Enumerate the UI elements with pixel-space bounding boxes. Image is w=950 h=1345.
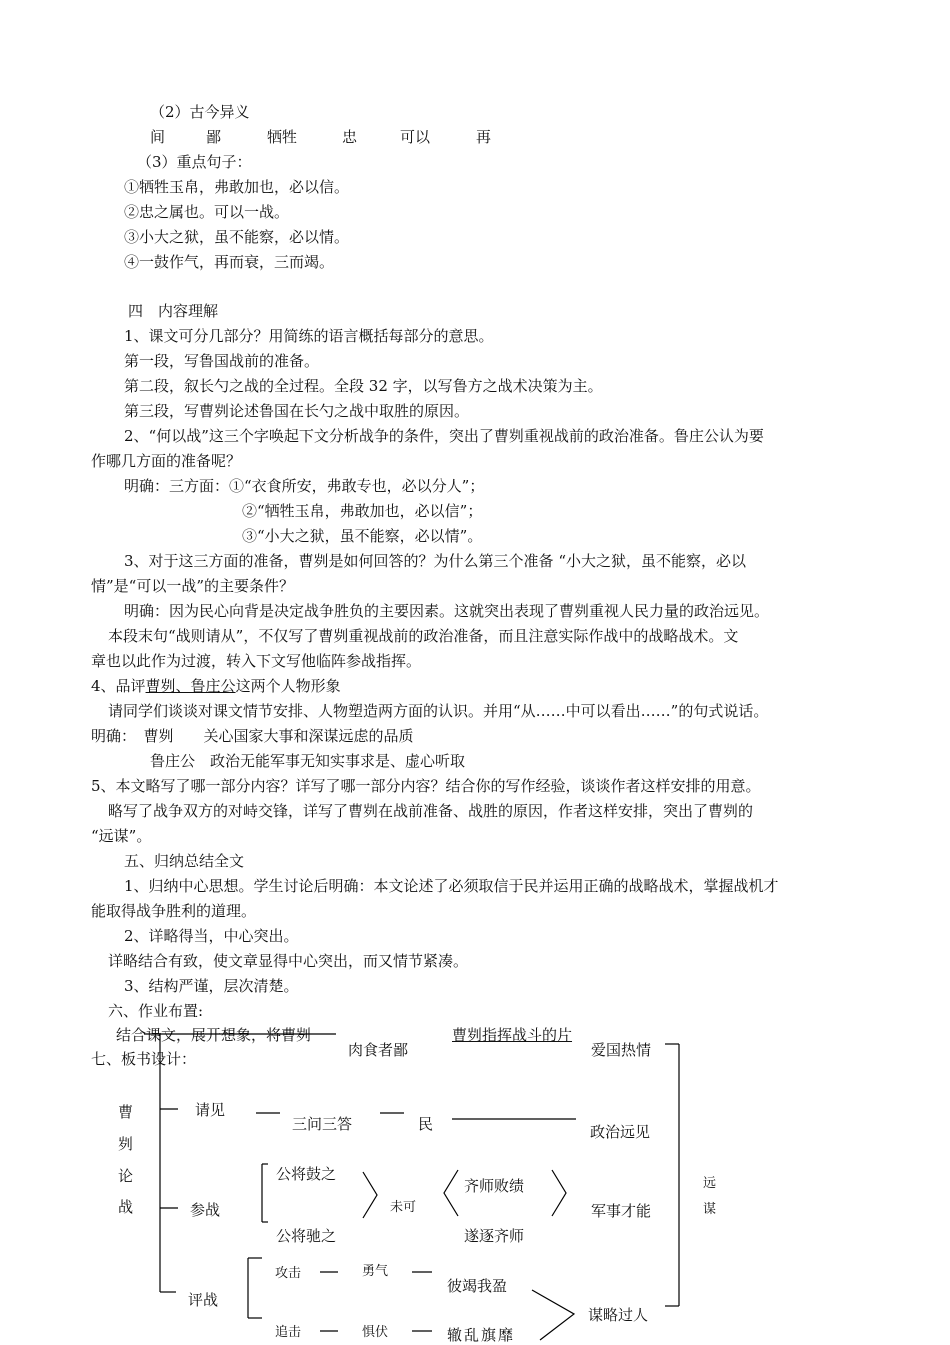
board-node: 公将鼓之 [276,1165,337,1183]
paragraph-line: 略写了战争双方的对峙交锋，详写了曹刿在战前准备、战胜的原因，作者这样安排，突出了曹刿的 [108,802,754,820]
key-sentence: ④一鼓作气，再而衰，三而竭。 [124,253,335,271]
paragraph-line: 本段末句“战则请从”，不仅写了曹刿重视战前的政治准备，而且注意实际作战中的战略战术。文 [108,627,739,645]
angle-bracket [532,1290,574,1340]
angle-bracket [444,1170,458,1216]
board-node: 追击 [275,1325,302,1340]
underlined-text: 曹刿指挥战斗的片 [452,1026,573,1044]
board-node: 攻击 [275,1266,302,1281]
board-node: 勇气 [362,1264,389,1279]
section-heading-4: 四 内容理解 [128,302,219,320]
vocab-word: 间 [150,128,166,146]
angle-bracket [363,1172,377,1218]
text-run: 4、品评 [91,677,146,695]
paragraph-line: 第一段，写鲁国战前的准备。 [124,352,320,370]
board-node: 评战 [188,1291,219,1309]
paragraph-line: 明确：因为民心向背是决定战争胜负的主要因素。这就突出表现了曹刿重视人民力量的政治远见。 [124,602,770,620]
paragraph-line: 5、本文略写了哪一部分内容？详写了哪一部分内容？结合你的写作经验，谈谈作者这样安排的用意。 [91,777,761,795]
paragraph-line: 章也以此作为过渡，转入下文写他临阵参战指挥。 [91,652,422,670]
board-node: 辙乱旗靡 [447,1326,516,1344]
board-node: 惧伏 [362,1325,389,1340]
paragraph-line: ③“小大之狱，虽不能察，必以情”。 [242,527,483,545]
section-heading-5: 五、归纳总结全文 [124,852,245,870]
board-title-char: 战 [118,1198,134,1216]
paragraph-line: 3、结构严谨，层次清楚。 [124,977,299,995]
paragraph-line: 结合课文，展开想象，将曹刿 [116,1026,312,1044]
paragraph-line: 第二段，叙长勺之战的全过程。全段 32 字，以写鲁方之战术决策为主。 [124,377,603,395]
vocab-word: 牺牲 [267,128,298,146]
board-node: 彼竭我盈 [447,1277,508,1295]
paragraph-line: 作哪几方面的准备呢？ [91,452,242,470]
paragraph-line: 第三段，写曹刿论述鲁国在长勺之战中取胜的原因。 [124,402,470,420]
paragraph-line: 明确： 曹刿 关心国家大事和深谋远虑的品质 [91,727,414,745]
key-sentence: ①牺牲玉帛，弗敢加也，必以信。 [124,178,350,196]
board-node: 爱国热情 [591,1041,652,1059]
board-node: 请见 [195,1101,226,1119]
text-run: 这两个人物形象 [235,677,341,695]
paragraph-line: “远谋”。 [91,827,152,845]
underlined-names: 曹刿、鲁庄公 [145,677,236,695]
board-node: 齐师败绩 [464,1177,525,1195]
vocab-word: 再 [476,128,492,146]
paragraph-line: 情”是“可以一战”的主要条件？ [91,577,295,595]
paragraph-line: 明确：三方面：①“衣食所安，弗敢专也，必以分人”； [124,477,485,495]
paragraph-line: 详略结合有致，使文章显得中心突出，而又情节紧凑。 [108,952,469,970]
paragraph-line: 1、课文可分几部分？用简练的语言概括每部分的意思。 [124,327,494,345]
section-heading-7: 七、板书设计： [91,1050,197,1068]
board-title-char: 刿 [118,1135,134,1153]
board-node: 政治远见 [590,1123,651,1141]
board-node: 未可 [390,1200,417,1215]
board-node: 军事才能 [591,1202,652,1220]
paragraph-line: 能取得战争胜利的道理。 [91,902,257,920]
section-heading-6: 六、作业布置: [108,1002,204,1020]
vocab-word: 鄙 [206,128,222,146]
paragraph-line [91,676,341,696]
board-title-char: 论 [118,1167,134,1185]
paragraph-line: 2、“何以战”这三个字唤起下文分析战争的条件，突出了曹刿重视战前的政治准备。鲁庄公认为要 [124,427,764,445]
paragraph-line: 1、归纳中心思想。学生讨论后明确：本文论述了必须取信于民并运用正确的战略战术，掌握战机才 [124,877,779,895]
vocab-word: 忠 [342,128,358,146]
board-node: 民 [418,1115,434,1133]
angle-bracket [552,1170,566,1216]
heading-key-sentences: （3）重点句子： [137,153,252,171]
board-node: 谋略过人 [588,1306,649,1324]
board-node: 谋 [703,1202,717,1217]
paragraph-line: 请同学们谈谈对课文情节安排、人物塑造两方面的认识。并用“从……中可以看出……”的句式说话。 [108,702,769,720]
paragraph-line: ②“牺牲玉帛，弗敢加也，必以信”； [242,502,483,520]
paragraph-line: 3、对于这三方面的准备，曹刿是如何回答的？为什么第三个准备 “小大之狱，虽不能察，必以 [124,552,746,570]
board-node: 遂逐齐师 [464,1227,525,1245]
board-node: 肉食者鄙 [348,1041,409,1059]
heading-gujin-yiyi: （2）古今异义 [150,103,250,121]
board-node: 远 [703,1176,717,1191]
board-node: 参战 [190,1201,221,1219]
board-node: 公将驰之 [276,1227,337,1245]
board-node: 三问三答 [292,1115,353,1133]
board-title-char: 曹 [118,1103,134,1121]
key-sentence: ②忠之属也。可以一战。 [124,203,290,221]
vocab-word: 可以 [400,128,431,146]
key-sentence: ③小大之狱，虽不能察，必以情。 [124,228,350,246]
paragraph-line: 鲁庄公 政治无能军事无知实事求是、虚心听取 [150,752,466,770]
paragraph-line: 2、详略得当，中心突出。 [124,927,299,945]
